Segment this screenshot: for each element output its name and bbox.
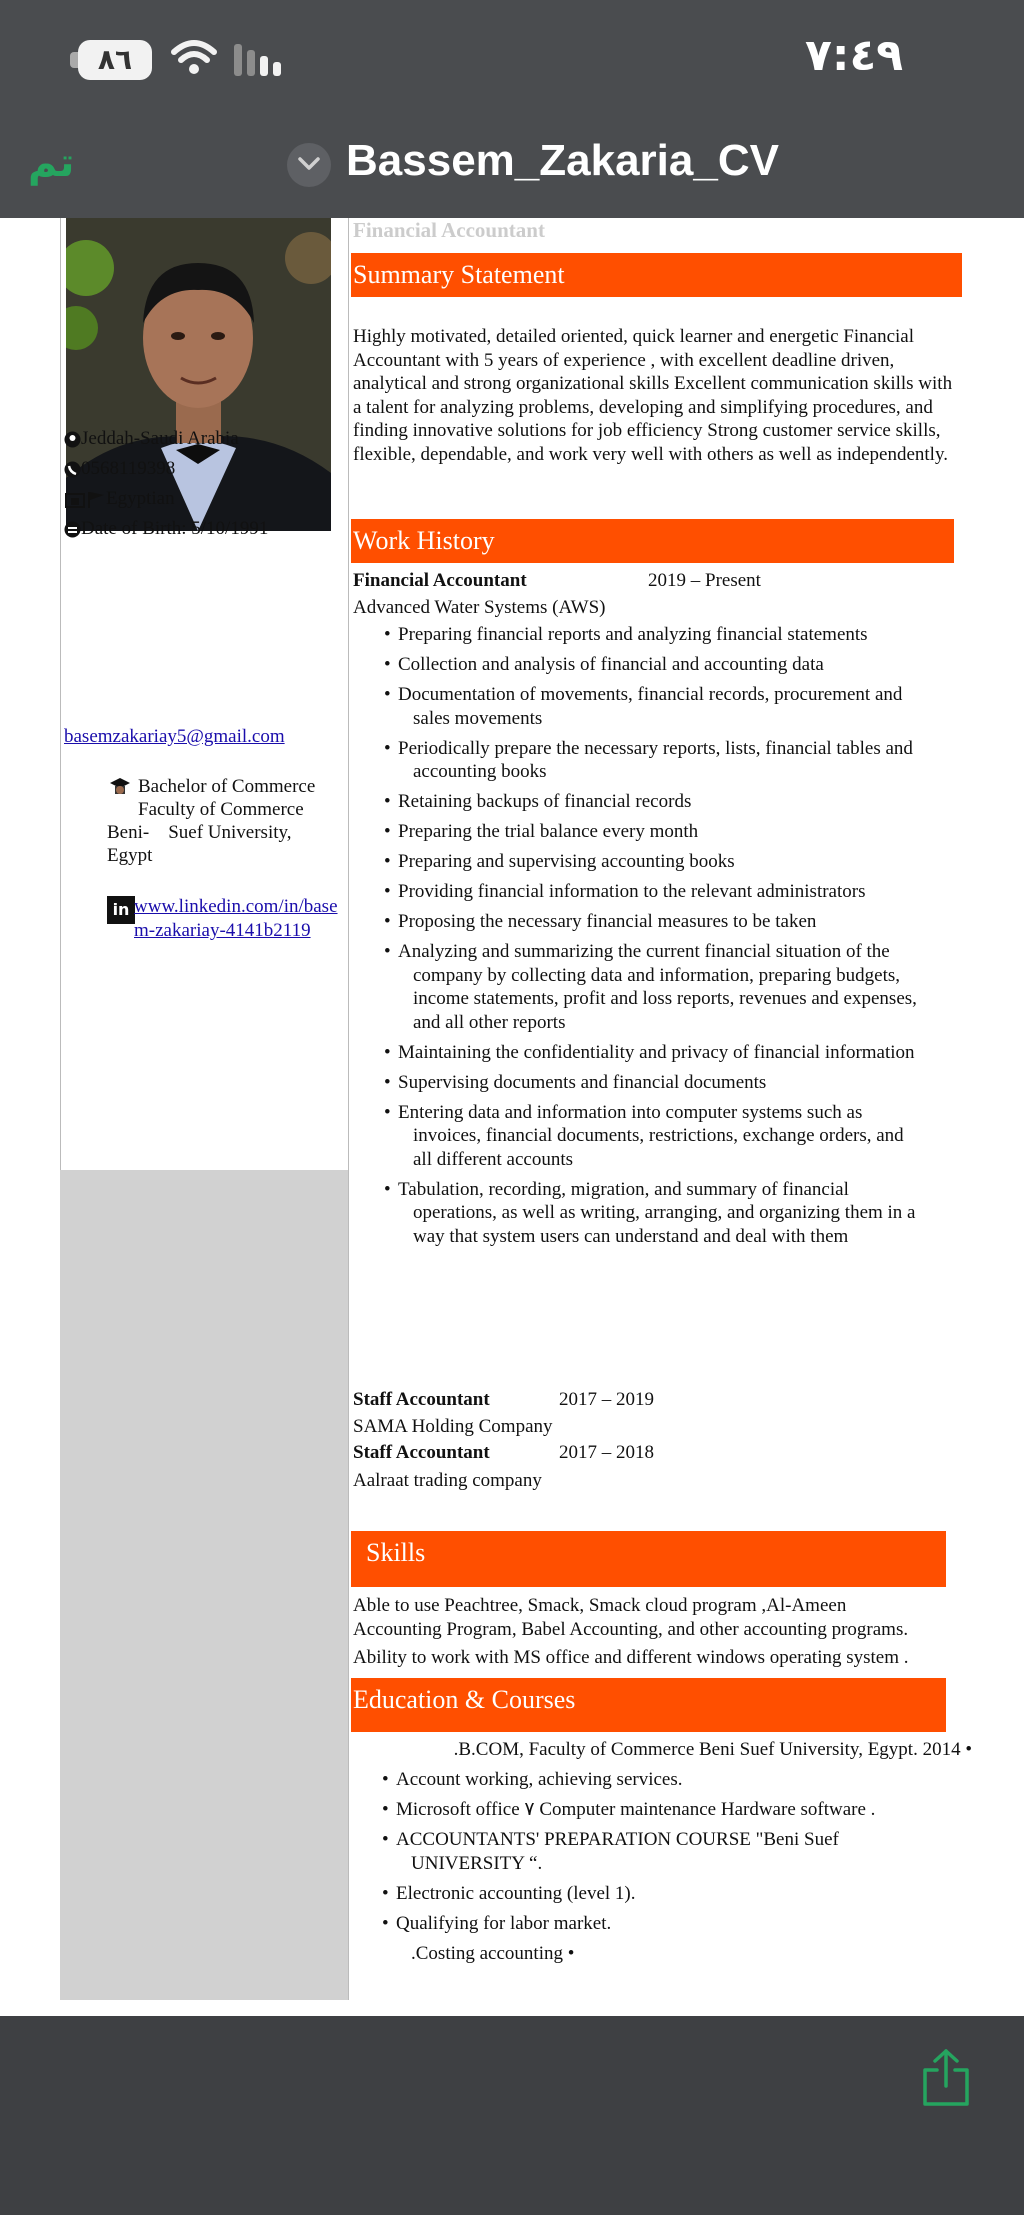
duty-item	[384, 1178, 954, 1249]
job-3-title-row	[353, 1442, 654, 1464]
job-company: SAMA Holding Company	[353, 1416, 553, 1437]
sidebar-divider	[348, 218, 349, 2000]
side-edu-line: Beni- Suef University,	[107, 822, 292, 843]
status-clock: ٧:٤٩	[805, 30, 904, 81]
duty-item: • Providing financial information to the relevant administrators	[384, 880, 954, 904]
section-header-summary: Summary Statement	[351, 253, 962, 297]
job-period: 2019 – Present	[648, 570, 761, 591]
location-pin-icon	[64, 430, 81, 449]
contact-location	[64, 428, 239, 450]
flag-icon	[86, 490, 106, 509]
duty-text: Analyzing and summarizing the current financial situation of the	[398, 941, 890, 962]
battery-tip	[70, 52, 78, 68]
education-text: ACCOUNTANTS' PREPARATION COURSE "Beni Suef	[396, 1829, 839, 1850]
duty-text-cont: accounting books	[413, 761, 547, 782]
id-card-icon	[64, 490, 86, 509]
duty-text: Periodically prepare the necessary reports, lists, financial tables and	[398, 737, 913, 759]
duty-text: Documentation of movements, financial records, procurement and	[398, 684, 903, 705]
title-menu-button[interactable]	[287, 143, 331, 187]
job-2-title-row	[353, 1389, 654, 1411]
duty-item: • Preparing financial reports and analyzing financial statements	[384, 623, 954, 647]
side-edu-line: Faculty of Commerce	[138, 799, 304, 820]
chevron-down-icon	[298, 157, 320, 171]
duty-item: • Collection and analysis of financial and accounting data	[384, 653, 954, 677]
battery-indicator: ٨٦	[78, 40, 152, 80]
duty-item	[384, 940, 954, 1034]
duty-text-cont: income statements, profit and loss reports, revenues and expenses,	[413, 988, 917, 1009]
duty-item: • Preparing the trial balance every month	[384, 820, 954, 844]
sidebar-left-border	[60, 218, 61, 1170]
duty-item: • Maintaining the confidentiality and privacy of financial information	[384, 1041, 954, 1065]
job-title: Financial Accountant	[353, 570, 527, 591]
done-button[interactable]: تم	[28, 140, 75, 186]
faded-job-title: Financial Accountant	[353, 218, 545, 242]
section-header-education: Education & Courses	[351, 1678, 946, 1732]
contact-dob	[64, 518, 268, 540]
duty-text-cont: and all other reports	[413, 1011, 566, 1033]
education-item	[382, 1828, 972, 1875]
job-period: 2017 – 2018	[559, 1442, 654, 1463]
duty-text-cont: way that system users can understand and deal with them	[413, 1225, 849, 1247]
job-period: 2017 – 2019	[559, 1389, 654, 1410]
duty-text-cont: all different accounts	[413, 1148, 574, 1170]
duty-item: • Retaining backups of financial records	[384, 790, 954, 814]
duty-item: • Supervising documents and financial documents	[384, 1071, 954, 1095]
phone-icon	[64, 460, 81, 479]
duty-item	[384, 683, 954, 730]
duty-text-cont: operations, as well as writing, arranging, and organizing them in a	[413, 1202, 916, 1223]
share-icon[interactable]	[919, 2048, 973, 2108]
side-edu-line: Bachelor of Commerce	[138, 776, 316, 797]
job-title: Staff Accountant	[353, 1442, 490, 1463]
education-text-cont: UNIVERSITY “.	[411, 1852, 543, 1874]
section-header-work: Work History	[351, 519, 954, 563]
skills-paragraph	[353, 1594, 973, 1670]
sidebar-gray-panel	[60, 1170, 348, 2000]
top-navigation-bar	[0, 0, 1024, 218]
duty-text: Entering data and information into computer systems such as	[398, 1101, 863, 1123]
calendar-icon	[64, 520, 81, 539]
duty-text-cont: invoices, financial documents, restrictions, exchange orders, and	[413, 1125, 904, 1146]
location-text: Jeddah-Saudi Arabia	[81, 428, 239, 449]
duty-text: Tabulation, recording, migration, and summary of financial	[398, 1178, 849, 1200]
dob-text: Date of Birth: 5/10/1991	[81, 518, 269, 539]
education-item: • Qualifying for labor market.	[382, 1912, 972, 1936]
linkedin-link[interactable]	[107, 895, 347, 943]
duty-text-cont: company by collecting data and information, preparing budgets,	[413, 964, 900, 986]
wifi-icon	[170, 40, 218, 76]
linkedin-icon: in	[107, 896, 135, 924]
cv-page[interactable]	[0, 218, 1024, 2016]
job-1-duties-list	[384, 623, 954, 1255]
job-company: Aalraat trading company	[353, 1470, 542, 1491]
nationality-text: Egyptian	[106, 488, 175, 509]
education-item: .B.COM, Faculty of Commerce Beni Suef University, Egypt. 2014 •	[453, 1739, 972, 1760]
job-company: Advanced Water Systems (AWS)	[353, 597, 606, 618]
duty-item	[384, 737, 954, 784]
profile-photo	[66, 218, 331, 531]
summary-paragraph: Highly motivated, detailed oriented, quick learner and energetic Financial Accountant with 5 years of experience , with excellent deadline driven, analytical and strong organizational skills Excellent communication skills with a talent for analyzing problems, developing and simplifying procedures, and finding innovative solutions for job efficiency Strong customer service skills, flexible, dependable, and work very well with others as well as independently.	[353, 326, 953, 465]
skills-line: Able to use Peachtree, Smack, Smack cloud program ,Al-Ameen	[353, 1595, 847, 1616]
job-title: Staff Accountant	[353, 1389, 490, 1410]
education-item: • Electronic accounting (level 1).	[382, 1882, 972, 1906]
contact-nationality	[64, 488, 175, 510]
side-education	[107, 775, 337, 867]
section-header-skills: Skills	[351, 1531, 946, 1587]
skills-line: Ability to work with MS office and different windows operating system .	[353, 1647, 909, 1668]
education-item: • Microsoft office ٧ Computer maintenance Hardware software .	[382, 1798, 972, 1822]
duty-item: • Proposing the necessary financial measures to be taken	[384, 910, 954, 934]
education-item: • Account working, achieving services.	[382, 1768, 972, 1792]
contact-phone	[64, 458, 175, 480]
duty-item: • Preparing and supervising accounting books	[384, 850, 954, 874]
skills-line: Accounting Program, Babel Accounting, and other accounting programs.	[353, 1618, 909, 1640]
bottom-toolbar	[0, 2016, 1024, 2215]
duty-text-cont: sales movements	[413, 707, 543, 729]
email-link[interactable]: basemzakariay5@gmail.com	[64, 726, 285, 747]
duty-item	[384, 1101, 954, 1172]
linkedin-url[interactable]: www.linkedin.com/in/basem-zakariay-4141b2119	[134, 896, 338, 941]
cellular-signal-icon	[234, 44, 288, 78]
job-1-title-row	[353, 570, 761, 592]
education-courses-list	[382, 1738, 972, 1972]
side-edu-line: Egypt	[107, 845, 153, 866]
phone-text: 0568119398	[81, 458, 176, 479]
education-item: .Costing accounting •	[411, 1942, 575, 1964]
document-title[interactable]: Bassem_Zakaria_CV	[346, 136, 779, 185]
